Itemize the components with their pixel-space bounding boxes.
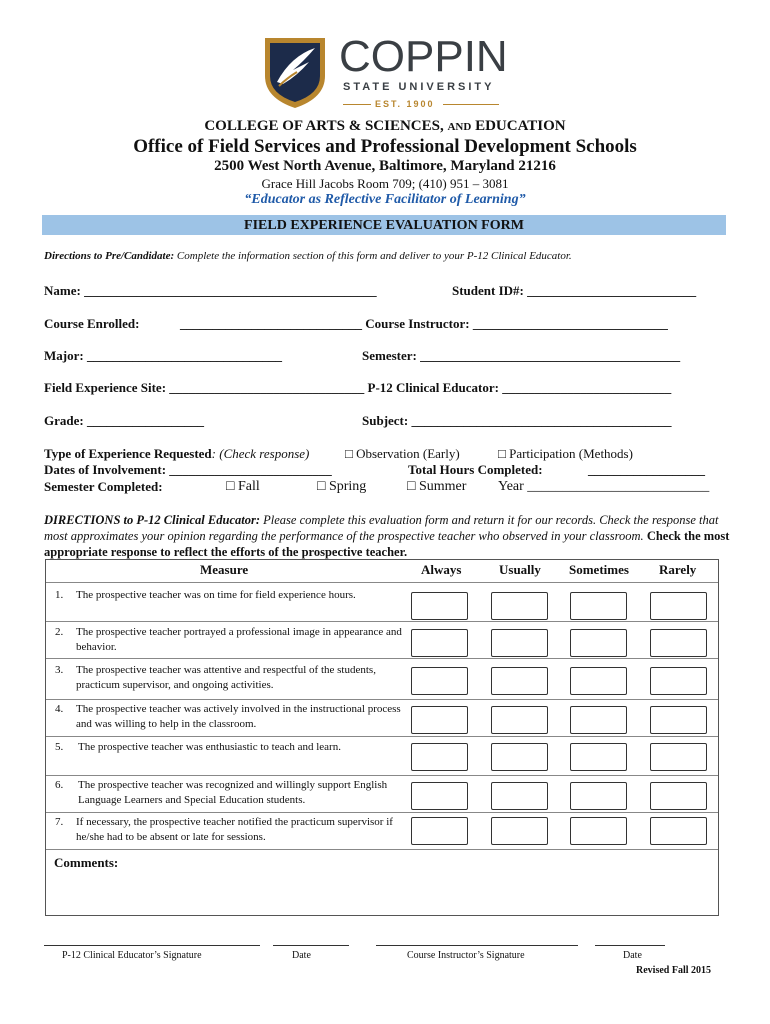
logo-est: EST. 1900 xyxy=(375,99,435,109)
measure-text: The prospective teacher was on time for field experience hours. xyxy=(76,589,356,601)
name-field[interactable]: Name: _____________________________________________ xyxy=(44,283,377,298)
est-divider xyxy=(443,104,499,105)
instructor-signature-label: Course Instructor’s Signature xyxy=(407,950,525,961)
subject-field[interactable]: Subject: ________________________________________ xyxy=(362,413,672,428)
grade-field[interactable]: Grade: __________________ xyxy=(44,413,204,428)
table-divider xyxy=(46,849,718,850)
row-number: 1. xyxy=(55,589,64,601)
rarely-checkbox[interactable] xyxy=(650,667,707,695)
table-divider xyxy=(46,812,718,813)
row-number: 7. xyxy=(55,816,64,828)
table-divider xyxy=(46,736,718,737)
always-checkbox[interactable] xyxy=(411,667,468,695)
est-divider xyxy=(343,104,371,105)
sometimes-checkbox[interactable] xyxy=(570,667,627,695)
summer-checkbox[interactable]: □ Summer xyxy=(407,479,467,494)
college-heading: COLLEGE OF ARTS & SCIENCES, AND EDUCATION xyxy=(204,118,566,134)
rarely-checkbox[interactable] xyxy=(650,706,707,734)
observation-checkbox[interactable]: □ Observation (Early) xyxy=(345,446,460,461)
motto: “Educator as Reflective Facilitator of Learning” xyxy=(244,192,526,207)
address: 2500 West North Avenue, Baltimore, Maryland 21216 xyxy=(214,158,556,174)
sometimes-checkbox[interactable] xyxy=(570,629,627,657)
course-instructor-field[interactable]: ____________________________ Course Instructor: ______________________________ xyxy=(180,316,668,331)
spring-checkbox[interactable]: □ Spring xyxy=(317,479,367,494)
sometimes-checkbox[interactable] xyxy=(570,817,627,845)
usually-checkbox[interactable] xyxy=(491,782,548,810)
measure-text: The prospective teacher was actively involved in the instructional process and was willing to help in the classroom. xyxy=(76,703,401,730)
always-checkbox[interactable] xyxy=(411,592,468,620)
row-number: 6. xyxy=(55,779,64,791)
header-measure: Measure xyxy=(200,562,249,577)
table-divider xyxy=(46,582,718,583)
measure-text: If necessary, the prospective teacher notified the practicum supervisor if he/she had to be absent or late for sessions. xyxy=(76,816,393,843)
total-hours-field[interactable]: __________________ xyxy=(588,462,705,477)
instructor-signature-line[interactable] xyxy=(376,945,578,946)
fall-checkbox[interactable]: □ Fall xyxy=(226,479,260,494)
always-checkbox[interactable] xyxy=(411,706,468,734)
header-usually: Usually xyxy=(499,562,541,577)
rarely-checkbox[interactable] xyxy=(650,629,707,657)
participation-checkbox[interactable]: □ Participation (Methods) xyxy=(498,446,633,461)
total-hours-label: Total Hours Completed: xyxy=(408,462,543,477)
date-label: Date xyxy=(623,950,642,961)
dates-field[interactable]: Dates of Involvement: _________________________ xyxy=(44,462,332,477)
row-number: 5. xyxy=(55,741,64,753)
row-number: 2. xyxy=(55,626,64,638)
major-field[interactable]: Major: ______________________________ xyxy=(44,348,282,363)
measure-text: The prospective teacher portrayed a professional image in appearance and behavior. xyxy=(76,626,402,653)
revision-note: Revised Fall 2015 xyxy=(636,965,711,976)
usually-checkbox[interactable] xyxy=(491,706,548,734)
header-always: Always xyxy=(421,562,462,577)
year-field[interactable]: Year __________________________ xyxy=(498,479,710,494)
usually-checkbox[interactable] xyxy=(491,629,548,657)
office-title: Office of Field Services and Professional Development Schools xyxy=(133,136,637,157)
rarely-checkbox[interactable] xyxy=(650,817,707,845)
always-checkbox[interactable] xyxy=(411,743,468,771)
always-checkbox[interactable] xyxy=(411,782,468,810)
measure-text: The prospective teacher was enthusiastic to teach and learn. xyxy=(78,741,341,753)
usually-checkbox[interactable] xyxy=(491,592,548,620)
logo-subtitle: STATE UNIVERSITY xyxy=(343,81,495,93)
experience-type-label: Type of Experience Requested: (Check response) xyxy=(44,446,310,461)
sometimes-checkbox[interactable] xyxy=(570,743,627,771)
row-number: 4. xyxy=(55,703,64,715)
rarely-checkbox[interactable] xyxy=(650,782,707,810)
sometimes-checkbox[interactable] xyxy=(570,592,627,620)
table-divider xyxy=(46,775,718,776)
semester-field[interactable]: Semester: ________________________________________ xyxy=(362,348,681,363)
usually-checkbox[interactable] xyxy=(491,667,548,695)
table-divider xyxy=(46,621,718,622)
directions-educator: DIRECTIONS to P-12 Clinical Educator: Please complete this evaluation form and return it for our records. Check the response that most approximates your opinion regarding the performance of the prospective teacher who observed in your classroom. Check the most appropriate response to reflect the efforts of the prospective teacher. xyxy=(44,513,730,559)
comments-field[interactable]: Comments: xyxy=(54,855,119,870)
always-checkbox[interactable] xyxy=(411,817,468,845)
directions-candidate: Directions to Pre/Candidate: Complete the information section of this form and deliver to your P-12 Clinical Educator. xyxy=(44,250,572,262)
course-enrolled-label: Course Enrolled: xyxy=(44,316,140,331)
header-rarely: Rarely xyxy=(659,562,697,577)
semester-completed-label: Semester Completed: xyxy=(44,479,163,494)
shield-icon xyxy=(263,36,327,110)
usually-checkbox[interactable] xyxy=(491,817,548,845)
row-number: 3. xyxy=(55,664,64,676)
date-line[interactable] xyxy=(273,945,349,946)
table-divider xyxy=(46,699,718,700)
sometimes-checkbox[interactable] xyxy=(570,706,627,734)
educator-signature-label: P-12 Clinical Educator’s Signature xyxy=(62,950,202,961)
student-id-field[interactable]: Student ID#: __________________________ xyxy=(452,283,697,298)
measure-text: The prospective teacher was attentive and respectful of the students, practicum supervisor, and ongoing activities. xyxy=(76,664,376,691)
coppin-logo xyxy=(263,32,513,114)
site-educator-field[interactable]: Field Experience Site: ______________________________ P-12 Clinical Educator: __________________________ xyxy=(44,380,672,395)
rarely-checkbox[interactable] xyxy=(650,743,707,771)
form-title: FIELD EXPERIENCE EVALUATION FORM xyxy=(42,215,726,235)
logo-name: COPPIN xyxy=(339,32,508,81)
educator-signature-line[interactable] xyxy=(44,945,260,946)
header-sometimes: Sometimes xyxy=(569,562,629,577)
sometimes-checkbox[interactable] xyxy=(570,782,627,810)
always-checkbox[interactable] xyxy=(411,629,468,657)
measure-text: The prospective teacher was recognized and willingly support English Language Learners and Special Education students. xyxy=(78,779,388,806)
date-line[interactable] xyxy=(595,945,665,946)
rarely-checkbox[interactable] xyxy=(650,592,707,620)
table-divider xyxy=(46,658,718,659)
usually-checkbox[interactable] xyxy=(491,743,548,771)
room-phone: Grace Hill Jacobs Room 709; (410) 951 – 3081 xyxy=(261,176,509,191)
date-label: Date xyxy=(292,950,311,961)
